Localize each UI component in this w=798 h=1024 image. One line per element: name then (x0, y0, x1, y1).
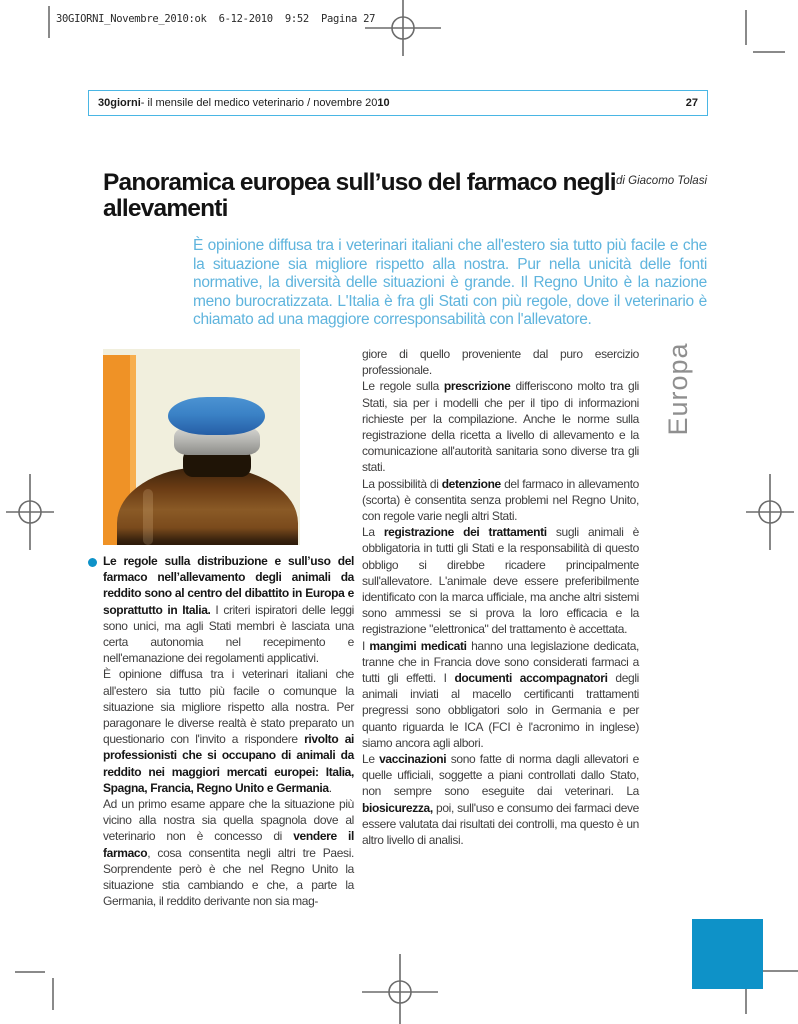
crop-mark (753, 51, 785, 53)
section-label-europa: Europa (663, 342, 693, 436)
paragraph: Le regole sulla distribuzione e sull’uso del farmaco nell’allevamento degli animali da reddito sono al centro del dibattito in Europa e soprattutto in Italia. I criteri ispiratori delle leggi sono unici, ma agli Stati membri è lasciata una certa autonomia nel recepimento e nell'emanazione dei regolamenti applicativi. (103, 554, 354, 666)
paragraph: La possibilità di detenzione del farmaco in allevamento (scorta) è consentita senza problemi nel Regno Unito, con regole varie negli altri Stati. (362, 476, 639, 524)
crop-mark (52, 978, 54, 1010)
vial-photo (103, 349, 300, 545)
body-left-column (103, 553, 354, 909)
body-right-column (362, 346, 639, 848)
blue-square-decoration (692, 919, 763, 989)
crop-mark (15, 971, 45, 973)
paragraph: Le regole sulla prescrizione differiscono molto tra gli Stati, sia per i modelli che per il tipo di informazioni richieste per la compilazione. Anche le norme sulla registrazione della ricetta a livello di allevamento e la comunicazione all'autorità sanitaria sono diverse tra gli stati. (362, 379, 639, 475)
registration-mark-icon (732, 474, 798, 550)
article-title: Panoramica europea sull’uso del farmaco negli allevamenti (103, 169, 616, 222)
registration-mark-icon (0, 474, 68, 550)
standfirst: È opinione diffusa tra i veterinari italiani che all'estero sia tutto più facile e che la situazione sia migliore rispetto alla nostra. Pur nella unicità delle fonti normative, la diversità delle situazioni è grande. Il Regno Unito è la nazione meno burocratizzata. L'Italia è fra gli Stati con più regole, dove il veterinario è chiamato ad una maggiore corresponsabilità con l'allevatore. (193, 237, 707, 329)
byline: di Giacomo Tolasi (616, 175, 707, 187)
crop-mark (745, 10, 747, 45)
paragraph: Ad un primo esame appare che la situazione più vicino alla nostra sia quella spagnola dove al veterinario non è concesso di vendere il farmaco, cosa consentita negli altri tre Paesi. Sorprendente però è che nel Regno Unito la situazione stia cambiando e che, a parte la Germania, il reddito derivante non sia mag- (103, 797, 355, 909)
vial-highlight (143, 489, 153, 545)
magazine-name: 30giorni (98, 97, 141, 109)
vial-cap (168, 397, 265, 435)
paragraph: giore di quello proveniente dal puro esercizio professionale. (362, 347, 639, 378)
header-subtitle: - il mensile del medico veterinario / novembre 20 (140, 97, 378, 109)
bullet-icon (88, 558, 97, 567)
header-bar (88, 90, 708, 116)
paragraph: I mangimi medicati hanno una legislazione dedicata, tranne che in Francia dove sono considerati farmaci a tutti gli effetti. I documenti accompagnatori degli animali inviati al macello certificanti trattamenti pregressi sono obbligatori solo in Germania e per quanto riguarda le ICA (FCI è l'acronimo in inglese) siamo ancora agli albori. (362, 638, 640, 750)
paragraph: È opinione diffusa tra i veterinari italiani che all'estero sia tutto più facile o comunque la situazione sia migliore rispetto alla nostra. Per paragonare le diverse realtà è stato preparato un questionario con l'invito a rispondere rivolto ai professionisti che si occupano di animali da reddito nei maggiori mercati europei: Italia, Spagna, Francia, Regno Unito e Germania. (103, 667, 355, 795)
registration-mark-icon (362, 954, 438, 1024)
print-slug: 30GIORNI_Novembre_2010:ok 6-12-2010 9:52 Pagina 27 (56, 13, 376, 25)
registration-mark-icon (365, 0, 441, 66)
header-subtitle-year: 10 (377, 97, 390, 109)
paragraph: La registrazione dei trattamenti sugli animali è obbligatoria in tutti gli Stati e la responsabilità di questo obbligo si direbbe ricadere principalmente sull'allevatore. L'animale deve essere preferibilmente identificato con la marca ufficiale, ma anche altri sistemi sono ammessi se si prova la loro efficacia e la registrazione "elettronica" del trattamento è accettata. (362, 525, 639, 637)
paragraph: Le vaccinazioni sono fatte di norma dagli allevatori e quelle ufficiali, soggette a piani controllati dallo Stato, non sempre sono eseguite dai veterinari. La biosicurezza, poi, sull'uso e consumo dei farmaci deve essere valutata dai risultati dei controlli, ma questo è un altro livello di analisi. (362, 752, 639, 848)
crop-mark (48, 6, 50, 38)
page-number: 27 (685, 97, 698, 109)
